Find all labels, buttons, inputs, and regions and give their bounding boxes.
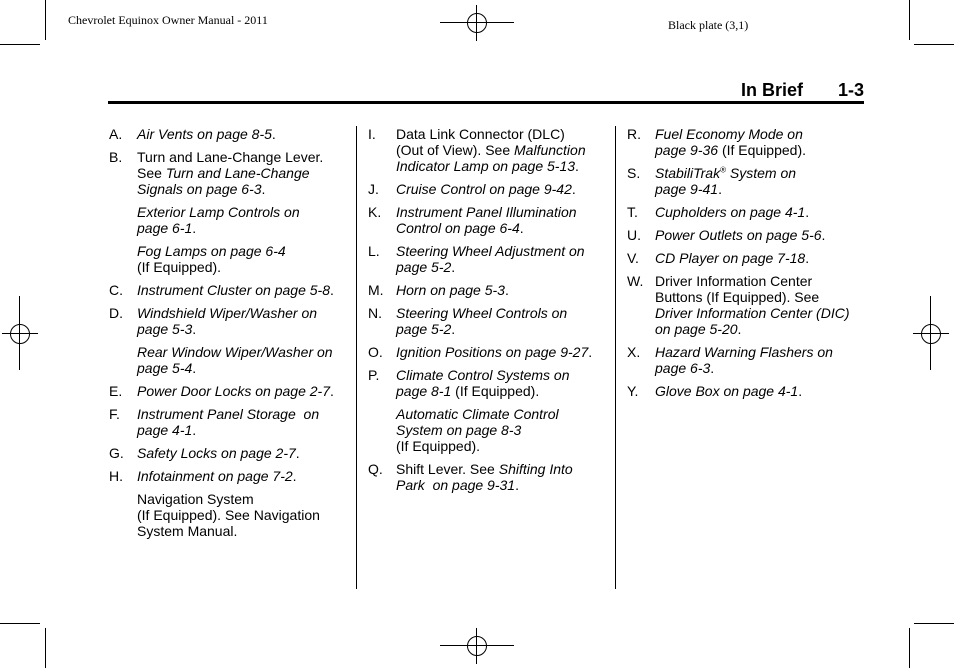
- list-item: [109, 445, 349, 461]
- text-span: Climate Control Systems on: [396, 367, 570, 383]
- list-item: [368, 461, 608, 493]
- text-span: Instrument Panel Illumination: [396, 204, 577, 220]
- text-span: page 9-41: [655, 181, 719, 197]
- list-subitem: [137, 243, 349, 275]
- column-divider: [356, 126, 357, 589]
- crop-mark: [909, 628, 910, 668]
- text-span: H.: [109, 468, 123, 484]
- text-span: System on page 8-3: [396, 422, 522, 438]
- text-span: page 5-2: [396, 259, 452, 275]
- text-span: page 5-2: [396, 321, 452, 337]
- registration-mark-icon: [459, 628, 495, 664]
- crop-mark: [440, 645, 514, 646]
- list-item: [109, 282, 349, 298]
- text-span: Malfunction: [514, 142, 586, 158]
- text-span: D.: [109, 305, 123, 321]
- column-2: [368, 126, 608, 500]
- text-span: Turn and Lane-Change Lever.: [137, 149, 324, 165]
- text-span: E.: [109, 383, 123, 399]
- list-item: [109, 149, 349, 197]
- list-subitem: [396, 406, 608, 454]
- list-item: [109, 126, 349, 142]
- text-span: B.: [109, 149, 123, 165]
- text-span: Park on page 9-31: [396, 477, 516, 493]
- text-span: Y.: [627, 383, 639, 399]
- list-item: [368, 204, 608, 236]
- crop-mark: [45, 628, 46, 668]
- list-item: [368, 243, 608, 275]
- text-span: .: [192, 220, 197, 236]
- text-span: Cruise Control on page 9-42: [396, 181, 572, 197]
- text-span: .: [271, 126, 276, 142]
- text-span: F.: [109, 406, 120, 422]
- crop-mark: [914, 44, 954, 45]
- list-item: [368, 282, 608, 298]
- crop-mark: [440, 22, 514, 23]
- text-span: W.: [627, 273, 644, 289]
- text-span: Glove Box on page 4-1: [655, 383, 799, 399]
- text-span: System Manual.: [137, 523, 238, 539]
- text-span: .: [292, 468, 297, 484]
- text-span: Buttons (If Equipped). See: [655, 289, 820, 305]
- list-item: [109, 383, 349, 399]
- text-span: Instrument Cluster on page 5-8: [137, 282, 330, 298]
- text-span: CD Player on page 7-18: [655, 250, 806, 266]
- plate-label: Black plate (3,1): [668, 18, 749, 32]
- list-item: [627, 273, 872, 337]
- crop-mark: [45, 0, 46, 40]
- text-span: M.: [368, 282, 384, 298]
- registration-mark-icon: [459, 5, 495, 41]
- page-number: 1-3: [838, 80, 865, 100]
- text-span: ®: [720, 165, 726, 175]
- list-item: [368, 126, 608, 174]
- text-span: (If Equipped).: [137, 259, 222, 275]
- text-span: .: [330, 383, 334, 399]
- crop-mark: [914, 623, 954, 624]
- text-span: (If Equipped). See Navigation: [137, 507, 320, 523]
- list-item: [368, 181, 608, 197]
- list-item: [109, 468, 349, 484]
- registration-mark-icon: [2, 316, 38, 352]
- text-span: Instrument Panel Storage on: [137, 406, 320, 422]
- text-span: Air Vents on page 8-5: [137, 126, 272, 142]
- text-span: .: [588, 344, 593, 360]
- text-span: .: [575, 158, 579, 174]
- text-span: .: [295, 445, 300, 461]
- text-span: X.: [627, 344, 641, 360]
- text-span: Infotainment on page 7-2: [137, 468, 293, 484]
- text-span: G.: [109, 445, 124, 461]
- crop-mark: [0, 44, 40, 45]
- text-span: .: [710, 360, 715, 376]
- list-subitem: [137, 491, 349, 539]
- text-span: .: [571, 181, 576, 197]
- list-item: [368, 344, 608, 360]
- text-span: Steering Wheel Controls on: [396, 305, 568, 321]
- text-span: Indicator Lamp on page 5-13: [396, 158, 576, 174]
- text-span: .: [451, 259, 456, 275]
- text-span: T.: [627, 204, 638, 220]
- list-item: [368, 367, 608, 399]
- text-span: Automatic Climate Control: [396, 406, 559, 422]
- text-span: System on: [726, 165, 797, 181]
- text-span: Control on page 6-4: [396, 220, 520, 236]
- text-span: Navigation System: [137, 491, 254, 507]
- text-span: .: [515, 477, 519, 493]
- text-span: .: [821, 227, 826, 243]
- crop-mark: [0, 623, 40, 624]
- text-span: (If Equipped).: [718, 142, 806, 158]
- column-3: [627, 126, 872, 406]
- text-span: (Out of View). See: [396, 142, 515, 158]
- list-item: [627, 250, 872, 266]
- text-span: .: [805, 204, 810, 220]
- list-item: [627, 383, 872, 399]
- text-span: Cupholders on page 4-1: [655, 204, 806, 220]
- text-span: S.: [627, 165, 641, 181]
- text-span: Fuel Economy Mode on: [655, 126, 803, 142]
- text-span: .: [192, 360, 197, 376]
- text-span: Data Link Connector (DLC): [396, 126, 565, 142]
- header-rule: [108, 101, 864, 104]
- text-span: (If Equipped).: [396, 438, 481, 454]
- text-span: Hazard Warning Flashers on: [655, 344, 833, 360]
- text-span: .: [330, 282, 334, 298]
- text-span: Shifting Into: [498, 461, 573, 477]
- list-item: [368, 305, 608, 337]
- text-span: Turn and Lane-Change: [165, 165, 310, 181]
- text-span: .: [192, 422, 197, 438]
- crop-mark: [909, 0, 910, 40]
- list-item: [627, 204, 872, 220]
- list-subitem: [137, 204, 349, 236]
- crop-mark: [930, 296, 931, 370]
- list-item: [109, 406, 349, 438]
- text-span: Driver Information Center (DIC): [655, 305, 850, 321]
- text-span: C.: [109, 282, 123, 298]
- text-span: page 5-4: [137, 360, 193, 376]
- list-item: [627, 126, 872, 158]
- list-subitem: [137, 344, 349, 376]
- text-span: .: [192, 321, 197, 337]
- text-span: .: [718, 181, 722, 197]
- text-span: Windshield Wiper/Washer on: [137, 305, 318, 321]
- text-span: Horn on page 5-3: [396, 282, 505, 298]
- text-span: Power Door Locks on page 2-7: [137, 383, 330, 399]
- text-span: page 9-36: [655, 142, 719, 158]
- text-span: R.: [627, 126, 641, 142]
- text-span: U.: [627, 227, 641, 243]
- text-span: page 6-3: [655, 360, 711, 376]
- text-span: Exterior Lamp Controls on: [137, 204, 300, 220]
- text-span: Fog Lamps on page 6-4: [137, 243, 286, 259]
- text-span: Signals on page 6-3: [137, 181, 262, 197]
- text-span: Power Outlets on page 5-6: [655, 227, 822, 243]
- text-span: page 5-3: [137, 321, 193, 337]
- text-span: O.: [368, 344, 383, 360]
- text-span: .: [805, 250, 810, 266]
- crop-mark: [19, 296, 20, 370]
- text-span: See: [137, 165, 166, 181]
- list-item: [627, 227, 872, 243]
- column-1: [109, 126, 349, 546]
- text-span: Driver Information Center: [655, 273, 813, 289]
- list-item: [109, 305, 349, 337]
- list-item: [627, 165, 872, 197]
- column-divider: [615, 126, 616, 589]
- manual-title: Chevrolet Equinox Owner Manual - 2011: [68, 13, 268, 27]
- text-span: page 4-1: [137, 422, 193, 438]
- text-span: I.: [368, 126, 376, 142]
- text-span: V.: [627, 250, 639, 266]
- text-span: Shift Lever. See: [396, 461, 499, 477]
- text-span: .: [504, 282, 509, 298]
- section-title: In Brief: [741, 80, 804, 100]
- text-span: .: [798, 383, 803, 399]
- text-span: .: [261, 181, 266, 197]
- text-span: Safety Locks on page 2-7: [137, 445, 296, 461]
- text-span: .: [451, 321, 456, 337]
- text-span: K.: [368, 204, 382, 220]
- text-span: A.: [109, 126, 123, 142]
- text-span: page 8-1: [396, 383, 452, 399]
- text-span: J.: [368, 181, 379, 197]
- text-span: page 6-1: [137, 220, 193, 236]
- registration-mark-icon: [913, 316, 949, 352]
- text-span: (If Equipped).: [451, 383, 540, 399]
- text-span: on page 5-20: [655, 321, 738, 337]
- text-span: L.: [368, 243, 380, 259]
- text-span: Ignition Positions on page 9-27: [396, 344, 589, 360]
- text-span: N.: [368, 305, 382, 321]
- text-span: Rear Window Wiper/Washer on: [137, 344, 333, 360]
- list-item: [627, 344, 872, 376]
- text-span: Q.: [368, 461, 383, 477]
- text-span: P.: [368, 367, 380, 383]
- text-span: Steering Wheel Adjustment on: [396, 243, 585, 259]
- text-span: StabiliTrak: [655, 165, 721, 181]
- text-span: .: [519, 220, 524, 236]
- text-span: .: [737, 321, 742, 337]
